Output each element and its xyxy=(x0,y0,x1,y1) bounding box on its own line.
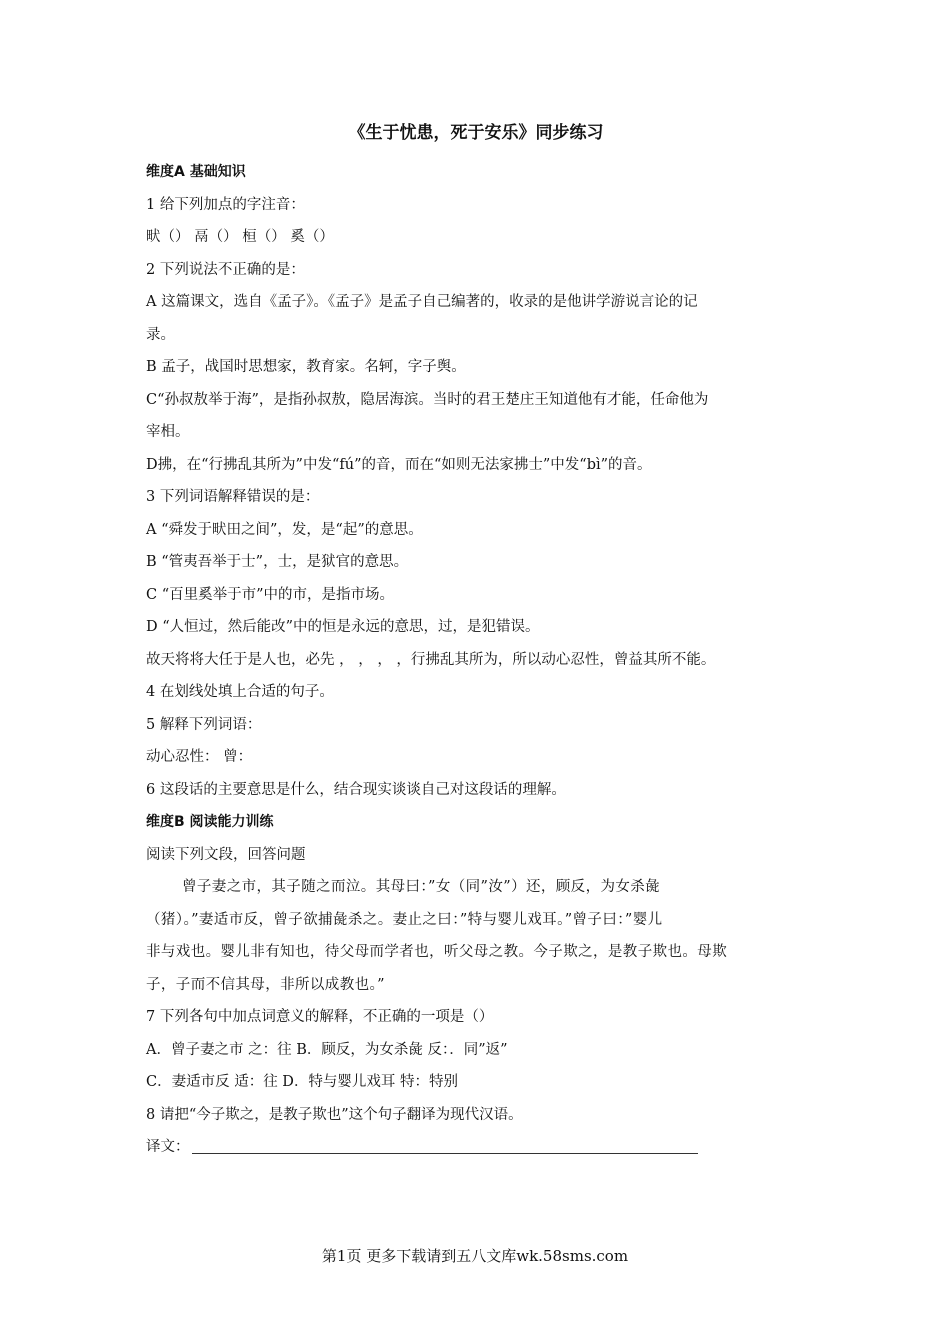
translation-label: 译文： xyxy=(146,1139,190,1155)
page-footer: 第1页 更多下载请到五八文库wk.58sms.com xyxy=(321,1247,629,1265)
question-1: 1 给下列加点的字注音： xyxy=(146,196,305,213)
question-5-items: 动心忍性： 曾： xyxy=(146,749,253,765)
passage-line-3: 非与戏也。婴儿非有知也，待父母而学者也，听父母之教。今子欺之，是教子欺也。母欺 xyxy=(146,944,728,960)
question-3: 3 下列词语解释错误的是： xyxy=(146,489,320,505)
section-heading-a: 维度A 基础知识 xyxy=(146,164,246,180)
question-1-items: 畎（） 鬲（） 桓（） 奚（） xyxy=(146,229,334,245)
question-4: 4 在划线处填上合适的句子。 xyxy=(146,684,334,700)
reading-instruction: 阅读下列文段，回答问题 xyxy=(146,846,306,863)
page-title: 《生于忧患，死于安乐》同步练习 xyxy=(348,123,604,143)
question-7: 7 下列各句中加点词意义的解释，不正确的一项是（） xyxy=(146,1009,494,1025)
passage-line-1: 曾子妻之市，其子随之而泣。其母曰：”女（同”汝”）还，顾反，为女杀彘 xyxy=(182,879,661,895)
translation-answer-line[interactable] xyxy=(192,1137,698,1154)
question-2-option-a-line1: A 这篇课文，选自《孟子》。《孟子》是孟子自己编著的，收录的是他讲学游说言论的记 xyxy=(146,294,698,310)
question-2-option-c-line1: C“孙叔敖举于海”，是指孙叔敖，隐居海滨。当时的君王楚庄王知道他有才能，任命他为 xyxy=(146,391,709,408)
passage-line-4: 子，子而不信其母，非所以成教也。” xyxy=(146,976,385,993)
question-3-option-d: D “人恒过，然后能改”中的恒是永远的意思，过，是犯错误。 xyxy=(146,619,540,635)
question-7-options-cd: C．妻适市反 适：往 D．特与婴儿戏耳 特：特别 xyxy=(146,1074,459,1090)
question-2-option-a-line2: 录。 xyxy=(146,326,175,343)
question-3-option-c: C “百里奚举于市”中的市，是指市场。 xyxy=(146,586,395,603)
question-2-option-d: D拂，在“行拂乱其所为”中发“fú”的音，而在“如则无法家拂士”中发“bì”的音。 xyxy=(146,456,652,473)
question-2: 2 下列说法不正确的是： xyxy=(146,261,305,278)
question-3-option-b: B “管夷吾举于士”，士，是狱官的意思。 xyxy=(146,554,409,570)
question-7-options-ab: A．曾子妻之市 之：往 B．顾反，为女杀彘 反：．同”返” xyxy=(146,1041,508,1058)
question-6: 6 这段话的主要意思是什么，结合现实谈谈自己对这段话的理解。 xyxy=(146,781,566,798)
question-5: 5 解释下列词语： xyxy=(146,716,262,733)
question-2-option-b: B 孟子，战国时思想家，教育家。名轲，字子舆。 xyxy=(146,359,466,375)
section-heading-b: 维度B 阅读能力训练 xyxy=(146,814,274,830)
question-8: 8 请把“今子欺之，是教子欺也”这个句子翻译为现代汉语。 xyxy=(146,1106,523,1123)
question-2-option-c-line2: 宰相。 xyxy=(146,424,190,440)
passage-line-2: （猪）。”妻适市反，曾子欲捕彘杀之。妻止之曰：”特与婴儿戏耳。”曾子曰：”婴儿 xyxy=(146,911,663,928)
document-body xyxy=(146,118,826,1164)
translation-row xyxy=(146,1131,826,1164)
fill-in-passage: 故天将将大任于是人也，必先 ， ， ， ，行拂乱其所为，所以动心忍性，曾益其所不能。 xyxy=(146,651,716,668)
question-3-option-a: A “舜发于畎田之间”，发，是“起”的意思。 xyxy=(146,521,423,538)
